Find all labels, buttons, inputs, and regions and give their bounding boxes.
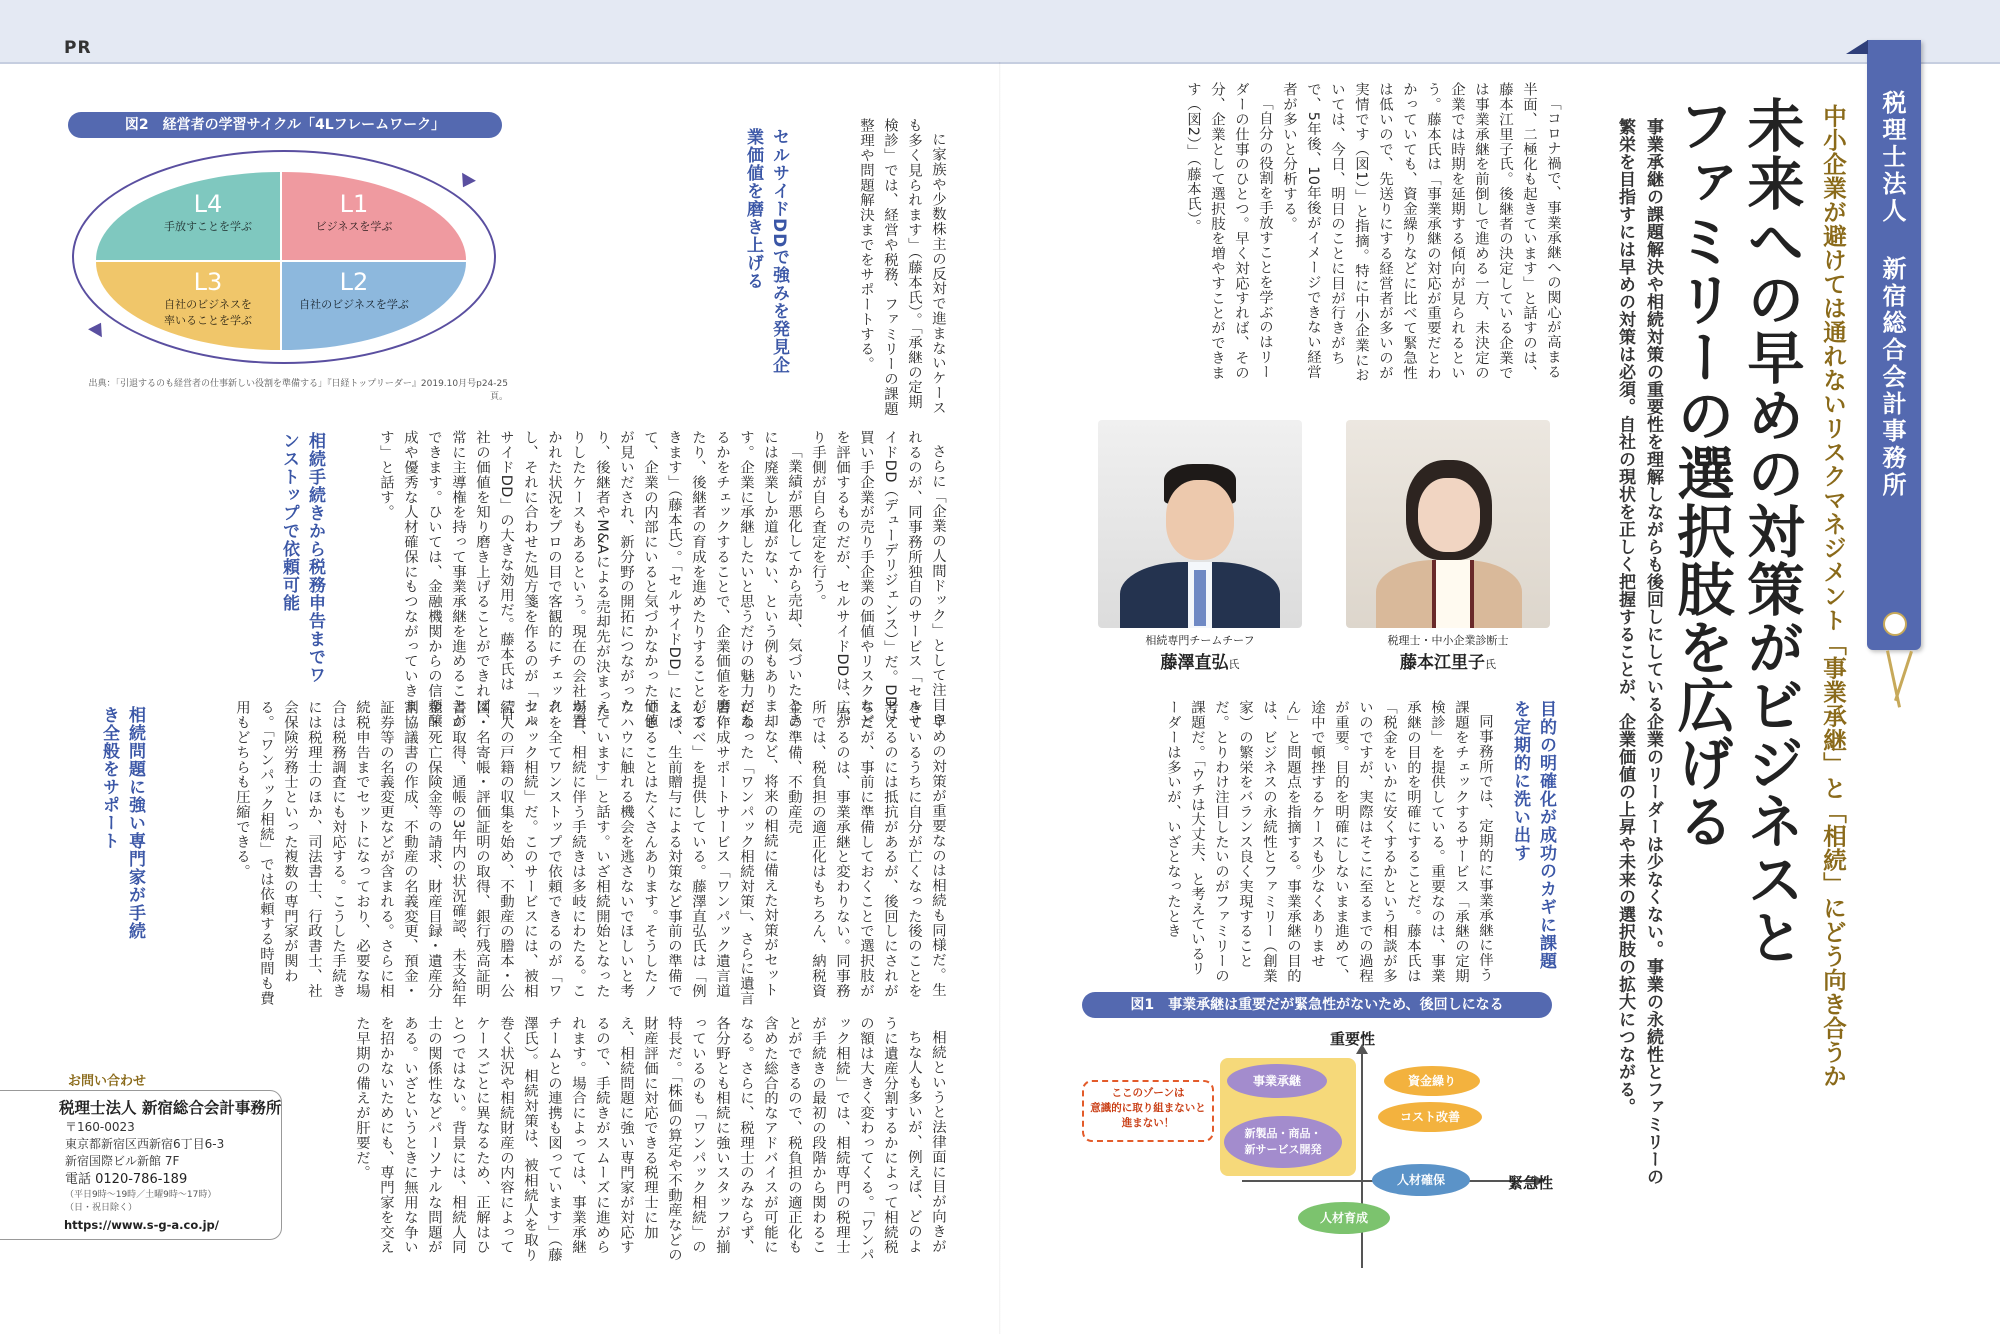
bubble-cost [1378, 1102, 1482, 1132]
figure1-title: 図1 事業承継は重要だが緊急性がないため、後回しになる [1082, 992, 1552, 1018]
caption-fujisawa [1098, 632, 1302, 673]
article-paragraph: 「コロナ禍で、事業承継への関心が高まる半面、二極化も起きています」と話すのは、藤本江里子氏。後継者の決定している企業では事業承継を前倒しで進める一方、未決定の企業では時期を延期する傾向が見られるという。藤本氏は「事業承継の対応が重要だとわかっていても、資金繰りなどに比べて緊急性は低いので、先送りにする経営者が多いのが実情です（図1）」と指摘。特に中小企業においては、今日、明日のことに目が行きがちで、5年後、10年後がイメージできない経営者が多いと分析する。 [1281, 82, 1561, 383]
article-column-6 [296, 1016, 950, 1266]
figure2-diagram [68, 146, 502, 374]
photo-fujisawa [1098, 420, 1302, 628]
contact-url[interactable]: https://www.s-g-a.co.jp/ [64, 1218, 219, 1232]
bubble-label: コスト改善 [1399, 1110, 1460, 1124]
article-column-1 [1090, 82, 1565, 388]
callout-line-2: 意識的に取り組まないと [1090, 1102, 1206, 1114]
contact-phone: 電話 0120-786-189 [65, 1172, 188, 1187]
subhead-2: セルサイドDDで強みを発見企業価値を磨き上げる [743, 128, 789, 375]
bubble-label: 事業承継 [1252, 1074, 1301, 1088]
headline-main-1: 未来への早めの対策がビジネスと [1738, 96, 1804, 966]
quadrant-label: 率いることを学ぶ [164, 314, 252, 327]
contact-heading: お問い合わせ [68, 1074, 147, 1089]
article-column-4 [70, 430, 950, 730]
top-bar [0, 0, 2000, 64]
article-paragraph: 却など、将来の相続に備えた対策がセットになった「ワンパック相続対策」、さらに遺言書作成サポートサービス「ワンパック遺言道しるべ」を提供している。藤澤直弘氏は「例えば、生前贈与による対策など事前の準備でできることはたくさんあります。そうしたノウハウに触れる機会を逃さないでほしいと考えています」と話す。いざ相続開始となった場合、相続に伴う手続きは多岐にわたる。これを全てワンストップで依頼できるのが「ワンパック相続」だ。このサービスには、被相続人の戸籍の収集を始め、不動産の謄本・公図・名寄帳・評価証明の取得、銀行残高証明書の取得、通帳の3年内の状況確認、未支給年金・死亡保険金等の請求、財産目録・遺産分割協議書の作成、不動産の名義変更、預金・証券等の名義変更などが含まれる。さらに相続税申告までセットになっており、必要な場合は税務調査にも対応する。こうした手続きには税理士のほか、司法書士、行政書士、社会保険労務士といった複数の専門家が関わる。「ワンパック相続」では依頼する時間も費用もどちらも圧縮できる。 [234, 700, 778, 1008]
bubble-label: 新製品・商品・ [1244, 1127, 1322, 1140]
quadrant-code: L2 [339, 268, 369, 296]
page-gutter [999, 62, 1001, 1334]
quadrant-label: ビジネスを学ぶ [315, 220, 393, 233]
y-axis-label: 重要性 [1330, 1030, 1376, 1048]
bubble-new-products [1224, 1116, 1342, 1168]
banner-corner [1846, 40, 1868, 54]
figure1-chart [1082, 1024, 1572, 1274]
string-icon-2 [1894, 651, 1913, 701]
subhead-3: 相続手続きから税務申告までワンストップで依頼可能 [272, 432, 328, 692]
pr-label: PR [64, 38, 92, 58]
contact-address1: 東京都新宿区西新宿6丁目6-3 [65, 1137, 225, 1151]
firm-banner-name: 税理士法人 新宿総合会計事務所 [1878, 90, 1906, 499]
quadrant-label: 自社のビジネスを [164, 298, 252, 311]
quadrant-label: 自社のビジネスを学ぶ [299, 298, 409, 311]
callout-line-3: 進まない！ [1121, 1117, 1175, 1129]
role-fujisawa: 相続専門チームチーフ [1145, 634, 1255, 647]
tag-ring-icon [1883, 612, 1907, 636]
bubble-label: 人材育成 [1319, 1211, 1368, 1225]
bubble-label: 人材確保 [1396, 1173, 1445, 1187]
article-paragraph: 同事務所では、定期的に事業承継に伴う課題をチェックするサービス「承継の定期検診」を提供している。重要なのは、事業承継の目的を明確にすることだ。藤本氏は「税金をいかに安くするかという相談が多いのですが、実際はそこに至るまでの過程が重要。目的を明確にしないまま進めて、途中で頓挫するケースも少なくありません」と問題点を指摘する。事業承継の目的は、ビジネスの永続性とファミリー（創業家）の繁栄をバランス良く実現することだ。とりわけ注目したいのがファミリーの課題だ。「ウチは大丈夫、と考えているリーダーは多いが、いざとなったとき [1165, 700, 1493, 984]
article-paragraph: に家族や少数株主の反対で進まないケースも多く見られます」（藤本氏）。「承継の定期検診」では、経営や税務、ファミリーの課題整理や問題解決までをサポートする。 [858, 118, 946, 416]
contact-hours1: （平日9時～19時／土曜9時～17時） [65, 1190, 217, 1200]
name-fujisawa: 藤澤直弘 [1160, 653, 1229, 673]
article-paragraph: 「自分の役割を手放すことを学ぶのはリーダーの仕事のひとつ。早く対応すれば、その分、企業として選択肢を増やすことができます（図2）」（藤本氏）。 [1185, 82, 1273, 380]
quadrant-l4 [96, 172, 280, 260]
suffix-fujisawa: 氏 [1228, 658, 1240, 671]
quadrant-code: L3 [193, 268, 223, 296]
y-axis-arrow-icon [1356, 1044, 1368, 1054]
article-column-5 [70, 700, 950, 1010]
bubble-hiring [1372, 1164, 1470, 1196]
bubble-label: 資金繰り [1407, 1074, 1456, 1088]
headline-main-2: ファミリーの選択肢を広げる [1668, 96, 1734, 850]
y-axis-line [1361, 1052, 1363, 1268]
x-axis-label-visible: 緊急性 [1508, 1174, 1554, 1192]
headline-sub: 中小企業が避けては通れないリスクマネジメント「事業承継」と「相続」にどう向き合うか [1819, 104, 1847, 1088]
bubble-succession [1227, 1064, 1327, 1098]
caption-fujimoto [1346, 632, 1550, 673]
quadrant-code: L4 [193, 190, 223, 218]
article-paragraph: 「業績が悪化してから売却、気づいたときには廃業しか道がない、という例もあります。企業に承継したいと思うだけの魅力があるかをチェックすることで、企業価値を磨いたり、後継者の育成を進めたりすることができます」（藤本氏）。「セルサイドDD」によって、企業の内部にいると気づかなかった価値が見いだされ、新分野の開拓につながったり、後継者やM&Aによる売却先が決まったりしたケースもあるという。現在の会社が置かれた状況をプロの目で客観的にチェックし、それに合わせた処方箋を作るのが「セルサイドDD」の大きな効用だ。藤本氏は「自社の価値を知り磨き上げることができれば、常に主導権を持って事業承継を進めることができます。ひいては、金融機関からの信頼醸成や優秀な人材確保にもつながっていきます」と話す。 [378, 430, 802, 730]
lead-text-2: 繁栄を目指すには早めの対策は必須。自社の現状を正しく把握することが、企業価値の上昇や未来の選択肢の拡大につながる。 [1615, 118, 1635, 1116]
article-column-2 [1084, 700, 1497, 986]
firm-banner [1867, 40, 1921, 650]
bubble-label: 新サービス開発 [1244, 1143, 1322, 1156]
bubble-training [1298, 1202, 1390, 1234]
contact-name: 税理士法人 新宿総合会計事務所 [59, 1099, 282, 1117]
subhead-1: 目的の明確化が成功のカギに課題を定期的に洗い出す [1510, 700, 1556, 970]
lead-text-1: 事業承継の課題解決や相続対策の重要性を理解しながらも後回しにしている企業のリーダーは少なくない。事業の永続性とファミリーの [1643, 118, 1663, 1186]
figure2-title: 図2 経営者の学習サイクル「4Lフレームワーク」 [68, 112, 502, 138]
callout-line-1: ここのゾーンは [1111, 1087, 1185, 1099]
contact-postal: 〒160-0023 [65, 1120, 135, 1134]
name-fujimoto: 藤本江里子 [1400, 653, 1485, 673]
photo-fujimoto [1346, 420, 1550, 628]
article-paragraph: 早めの対策が重要なのは相続も同様だ。生きているうちに自分が亡くなった後のことを考えるのには抵抗があるが、後回しにされがちだが、事前に準備しておくことで選択肢が広がるのは、事業承継と変わりない。同事務所では、税負担の適正化はもちろん、納税資金の準備、不動産売 [786, 700, 946, 998]
article-paragraph: さらに「企業の人間ドック」として注目されるのが、同事務所独自のサービス「セルサイドDD（デューデリジェンス）」だ。DDは買い手企業が売り手企業の価値やリスクなどを評価するものだが、セルサイドDDは、売り手側が自ら査定を行う。 [810, 430, 946, 728]
quadrant-l2 [282, 262, 466, 350]
suffix-fujimoto: 氏 [1485, 658, 1496, 671]
contact-hours2: （日・祝日除く） [65, 1203, 138, 1213]
bubble-cashflow [1384, 1066, 1480, 1096]
cycle-arrow-icon [456, 173, 476, 191]
contact-address2: 新宿国際ビル新館 7F [65, 1154, 180, 1168]
quadrant-label: 手放すことを学ぶ [164, 220, 252, 233]
subhead-4: 相続問題に強い専門家が手続き全般をサポート [92, 706, 148, 946]
article-paragraph: ちな人も多いが、例えば、どのように遺産分割するかによって相続税の額は大きく変わってくる。「ワンパック相続」では、相続専門の税理士が手続きの最初の段階から関わることができるので、税負担の適正化も含めた総合的なアドバイスが可能になる。さらに、税理士のみならず、各分野とも相続に強いスタッフが揃っているのも「ワンパック相続」の特長だ。「株価の算定や不動産などの財産評価に対応できる税理士に加え、相続問題に強い専門家が対応するので、手続きがスムーズに進められます。場合によっては、事業承継チームとの連携も図っています」（藤澤氏）。相続対策は、被相続人を取り巻く状況や相続財産の内容によってケースごとに異なるため、正解はひとつではない。背景には、相続人同士の関係性などパーソナルな問題がある。いざというときに無用な争いを招かないためにも、専門家を交えた早期の備えが肝要だ。 [354, 1016, 922, 1263]
figure2-source: 出典：「引退するのも経営者の仕事新しい役割を準備する」『日経トップリーダー』2019.10月号p24-25頁。 [88, 379, 508, 402]
quadrant-l3 [96, 262, 280, 350]
role-fujimoto: 税理士・中小企業診断士 [1387, 634, 1509, 647]
quadrant-code: L1 [339, 190, 369, 218]
callout-box [1082, 1080, 1214, 1142]
article-paragraph: 相続というと法律面に目が向きが [930, 1030, 946, 1254]
